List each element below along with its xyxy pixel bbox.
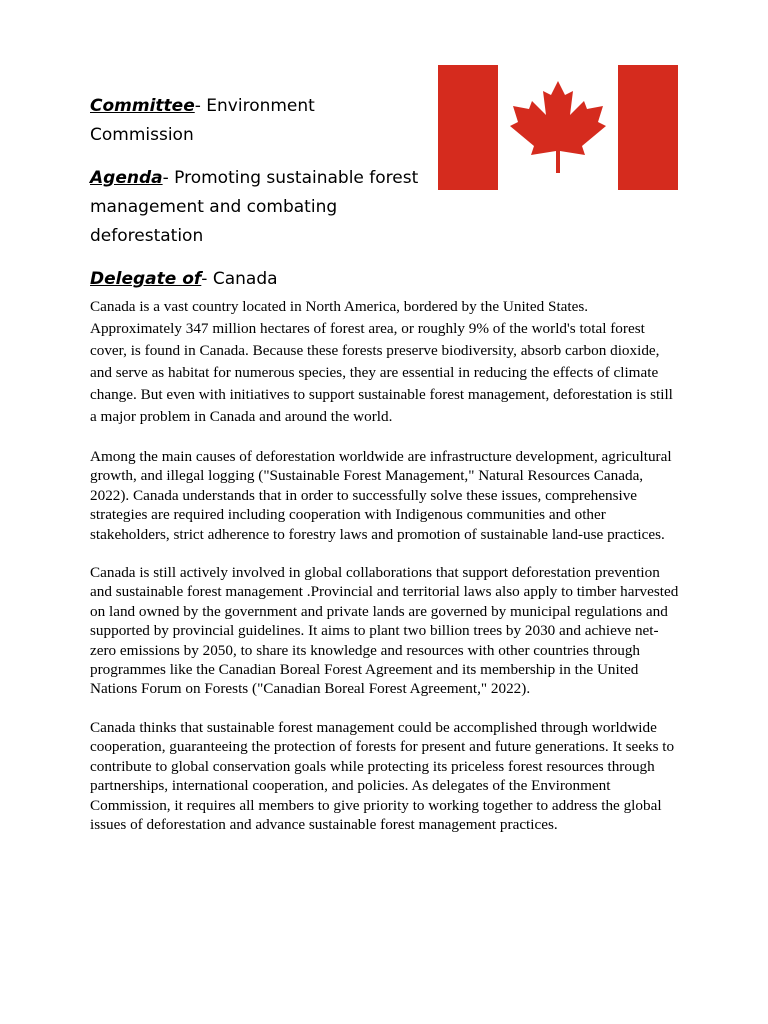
agenda-label: Agenda [90, 168, 163, 188]
paragraph-collaborations: Canada is still actively involved in global collaborations that support deforestation prevention and sustainable forest management .Provincial and territorial laws also apply to timber harvested on land owned by the government and private lands are governed by municipal regulations and supported by provincial guidelines. It aims to plant two billion trees by 2030 and achieve net-zero emissions by 2050, to share its knowledge and resources with other countries through programmes like the Canadian Boreal Forest Agreement and its membership in the United Nations Forum on Forests ("Canadian Boreal Forest Agreement," 2022). [90, 564, 679, 698]
canada-flag-icon [438, 65, 678, 190]
paragraph-conclusion: Canada thinks that sustainable forest management could be accomplished through worldwide cooperation, guaranteeing the protection of forests for present and future generations. It seeks to contribute to global conservation goals while protecting its priceless forest resources through partnerships, international cooperation, and policies. As delegates of the Environment Commission, it requires all members to give priority to working together to address the global issues of deforestation and advance sustainable forest management practices. [90, 718, 675, 833]
agenda-line [90, 164, 420, 251]
delegate-line [90, 265, 420, 294]
flag-right-band [618, 65, 678, 190]
committee-line [90, 92, 420, 150]
delegate-value: - Canada [201, 269, 278, 289]
position-paper-header [90, 92, 420, 308]
paragraph-intro: Canada is a vast country located in North America, bordered by the United States. Approximately 347 million hectares of forest area, or roughly 9% of the world's total forest cover, is found in Canada. Because these forests preserve biodiversity, absorb carbon dioxide, and serve as habitat for numerous species, they are essential in reducing the effects of climate change. But even with initiatives to support sustainable forest management, deforestation is still a major problem in Canada and around the world. [90, 298, 673, 425]
delegate-label: Delegate of [90, 269, 202, 289]
paragraph-causes: Among the main causes of deforestation worldwide are infrastructure development, agricultural growth, and illegal logging ("Sustainable Forest Management," Natural Resources Canada, 2022). Canada understands that in order to successfully solve these issues, comprehensive strategies are required including cooperation with Indigenous communities and other stakeholders, strict adherence to forestry laws and promotion of sustainable land-use practices. [90, 448, 672, 543]
committee-value: - Environment Commission [90, 96, 315, 145]
agenda-value: - Promoting sustainable forest management and combating deforestation [90, 168, 419, 246]
committee-label: Committee [90, 96, 195, 116]
paper-body [90, 296, 680, 853]
flag-left-band [438, 65, 498, 190]
